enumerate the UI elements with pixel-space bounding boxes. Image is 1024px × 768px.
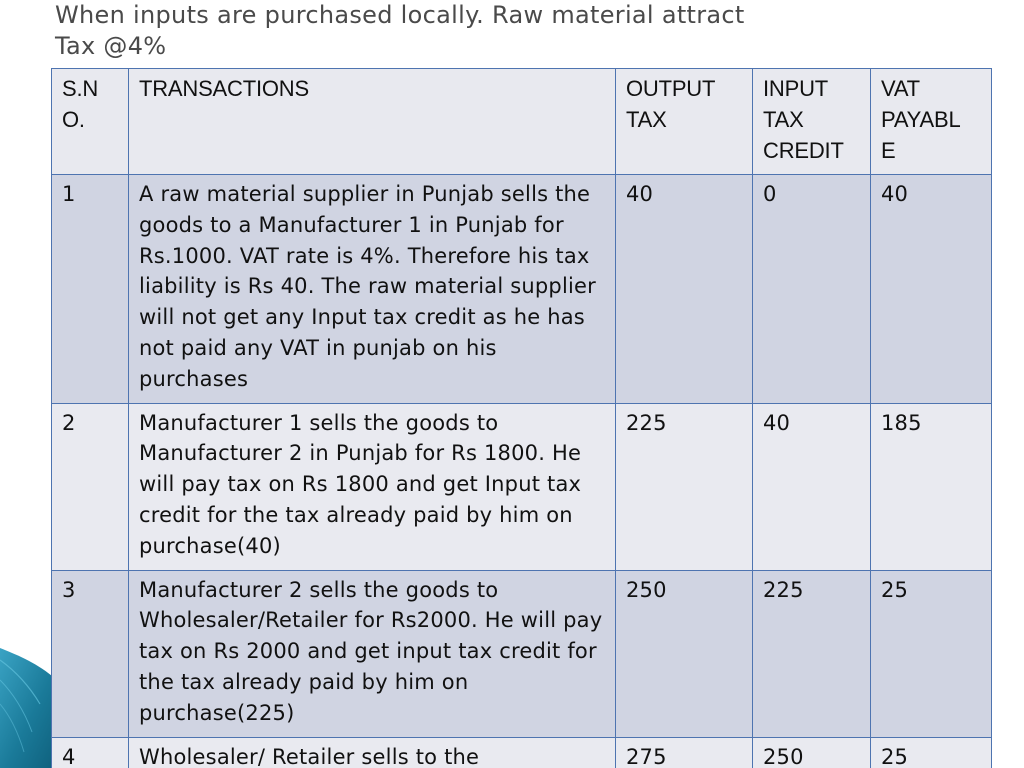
row-sno: 1: [52, 175, 129, 404]
row-input-tax-credit: 0: [753, 175, 871, 404]
row-vat-payable: 25: [871, 570, 992, 737]
row-vat-payable: 40: [871, 175, 992, 404]
row-sno: 4: [52, 737, 129, 768]
vat-transactions-table: [51, 68, 992, 768]
header-vat-line-2: PAYABL: [881, 107, 961, 132]
header-vat-line-3: E: [881, 138, 896, 163]
row-sno: 3: [52, 570, 129, 737]
header-itc-line-2: TAX: [763, 107, 804, 132]
table-header-row: [52, 69, 992, 175]
header-itc-line-3: CREDIT: [763, 138, 844, 163]
table-row: [52, 570, 992, 737]
header-output-line-1: OUTPUT: [626, 76, 716, 101]
row-vat-payable: 185: [871, 403, 992, 570]
header-input-tax-credit: [753, 69, 871, 175]
header-vat-payable: [871, 69, 992, 175]
table-row: [52, 403, 992, 570]
header-transactions: TRANSACTIONS: [129, 69, 616, 175]
table-row: [52, 175, 992, 404]
table-row: [52, 737, 992, 768]
header-sno: [52, 69, 129, 175]
header-output-line-2: TAX: [626, 107, 667, 132]
row-input-tax-credit: 225: [753, 570, 871, 737]
row-transaction: A raw material supplier in Punjab sells the goods to a Manufacturer 1 in Punjab for Rs.1000. VAT rate is 4%. Therefore his tax liability is Rs 40. The raw material supplier will not get any Input tax credit as he has not paid any VAT in punjab on his purchases: [129, 175, 616, 404]
row-input-tax-credit: 40: [753, 403, 871, 570]
header-output-tax: [616, 69, 753, 175]
row-output-tax: 275: [616, 737, 753, 768]
row-output-tax: 225: [616, 403, 753, 570]
header-sno-line-1: S.N: [62, 76, 99, 101]
slide-title-line-2: Tax @4%: [55, 32, 167, 60]
row-output-tax: 250: [616, 570, 753, 737]
row-output-tax: 40: [616, 175, 753, 404]
header-vat-line-1: VAT: [881, 76, 920, 101]
row-transaction: Manufacturer 1 sells the goods to Manufacturer 2 in Punjab for Rs 1800. He will pay tax on Rs 1800 and get Input tax credit for the tax already paid by him on purchase(40): [129, 403, 616, 570]
row-transaction: Manufacturer 2 sells the goods to Wholesaler/Retailer for Rs2000. He will pay tax on Rs 2000 and get input tax credit for the tax already paid by him on purchase(225): [129, 570, 616, 737]
row-input-tax-credit: 250: [753, 737, 871, 768]
row-transaction: Wholesaler/ Retailer sells to the: [129, 737, 616, 768]
header-itc-line-1: INPUT: [763, 76, 829, 101]
slide-title: [55, 0, 995, 62]
header-sno-line-2: O.: [62, 107, 85, 132]
row-sno: 2: [52, 403, 129, 570]
slide-title-line-1: When inputs are purchased locally. Raw material attract: [55, 1, 745, 29]
row-vat-payable: 25: [871, 737, 992, 768]
